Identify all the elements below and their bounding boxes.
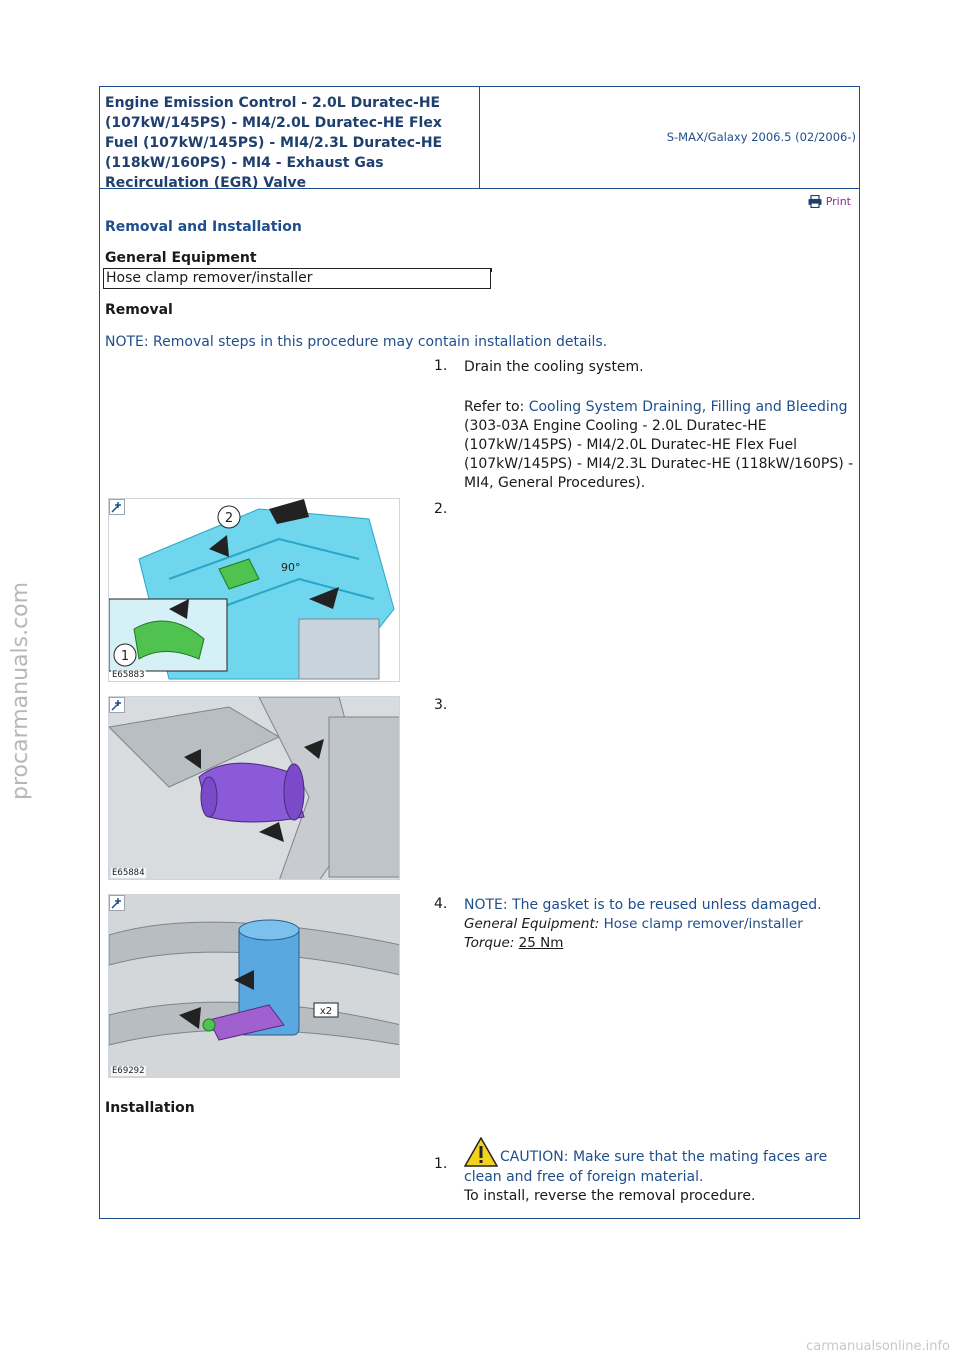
procedure-frame <box>99 86 860 1219</box>
warning-icon <box>464 1137 498 1167</box>
figure-code: E65884 <box>112 868 145 878</box>
footer-watermark: carmanualsonline.info <box>806 1339 950 1354</box>
section-title: Removal and Installation <box>105 219 302 235</box>
angle-label: 90° <box>281 561 301 574</box>
hose-clamp-link[interactable]: Hose clamp remover/installer <box>603 916 803 932</box>
figure-e65883[interactable] <box>108 498 400 682</box>
cooling-system-link[interactable]: Cooling System Draining, Filling and Bleeding <box>528 399 848 415</box>
figure-e69292[interactable] <box>108 894 400 1078</box>
refer-prefix: Refer to: <box>464 399 529 415</box>
header-column-divider <box>479 87 480 188</box>
torque-value[interactable]: 25 Nm <box>518 935 564 951</box>
quantity-label: x2 <box>319 1006 333 1017</box>
step-number: 1. <box>434 358 448 374</box>
step-4-note: NOTE: The gasket is to be reused unless damaged. <box>464 897 822 913</box>
egr-valve-illustration <box>109 895 400 1078</box>
step-4-torque <box>464 934 856 953</box>
site-watermark: procarmanuals.com <box>8 581 33 800</box>
removal-heading: Removal <box>105 302 173 318</box>
step-1-reference <box>464 398 856 493</box>
figure-code: E65883 <box>112 670 145 680</box>
zoom-icon[interactable] <box>109 697 125 713</box>
figure-e65884[interactable] <box>108 696 400 880</box>
torque-label: Torque: <box>464 935 515 951</box>
equipment-heading: General Equipment <box>105 250 257 266</box>
zoom-icon[interactable] <box>109 499 125 515</box>
hose-illustration <box>109 697 400 880</box>
step-number: 3. <box>434 697 448 713</box>
step-4-equipment <box>464 915 856 934</box>
refer-rest: (303-03A Engine Cooling - 2.0L Duratec-HE (107kW/145PS) - MI4/2.0L Duratec-HE Flex Fuel (107kW/145PS) - MI4/2.3L Duratec-HE (118kW/160PS) - MI4, General Procedures). <box>464 418 854 491</box>
equipment-label: General Equipment: <box>464 916 600 932</box>
print-button[interactable] <box>808 195 851 208</box>
vehicle-model: S-MAX/Galaxy 2006.5 (02/2006-) <box>666 130 856 144</box>
figure-code: E69292 <box>112 1066 145 1076</box>
zoom-icon[interactable] <box>109 895 125 911</box>
print-label: Print <box>825 195 851 208</box>
equipment-divider <box>491 268 492 272</box>
callout-1: 1 <box>120 649 130 664</box>
step-1-text: Drain the cooling system. <box>464 359 644 375</box>
page-title: Engine Emission Control - 2.0L Duratec-HE (107kW/145PS) - MI4/2.0L Duratec-HE Flex Fuel (107kW/145PS) - MI4/2.3L Duratec-HE (118kW/160PS) - MI4 - Exhaust Gas Recirculation (EGR) Valve <box>105 95 443 191</box>
step-number: 2. <box>434 501 448 517</box>
engine-illustration <box>109 499 400 682</box>
callout-2: 2 <box>224 511 234 526</box>
printer-icon <box>808 195 822 208</box>
step-1-body <box>464 358 856 493</box>
caution-text: CAUTION: Make sure that the mating faces are clean and free of foreign material. <box>464 1149 828 1185</box>
removal-note: NOTE: Removal steps in this procedure may contain installation details. <box>105 334 608 350</box>
installation-heading: Installation <box>105 1100 195 1116</box>
caution-text-block <box>464 1137 856 1187</box>
step-number: 4. <box>434 896 448 912</box>
installation-step-1-body <box>464 1137 856 1206</box>
step-number: 1. <box>434 1156 448 1172</box>
installation-step-1-text: To install, reverse the removal procedure. <box>464 1188 756 1204</box>
step-4-body <box>464 896 856 953</box>
equipment-item: Hose clamp remover/installer <box>103 268 491 289</box>
